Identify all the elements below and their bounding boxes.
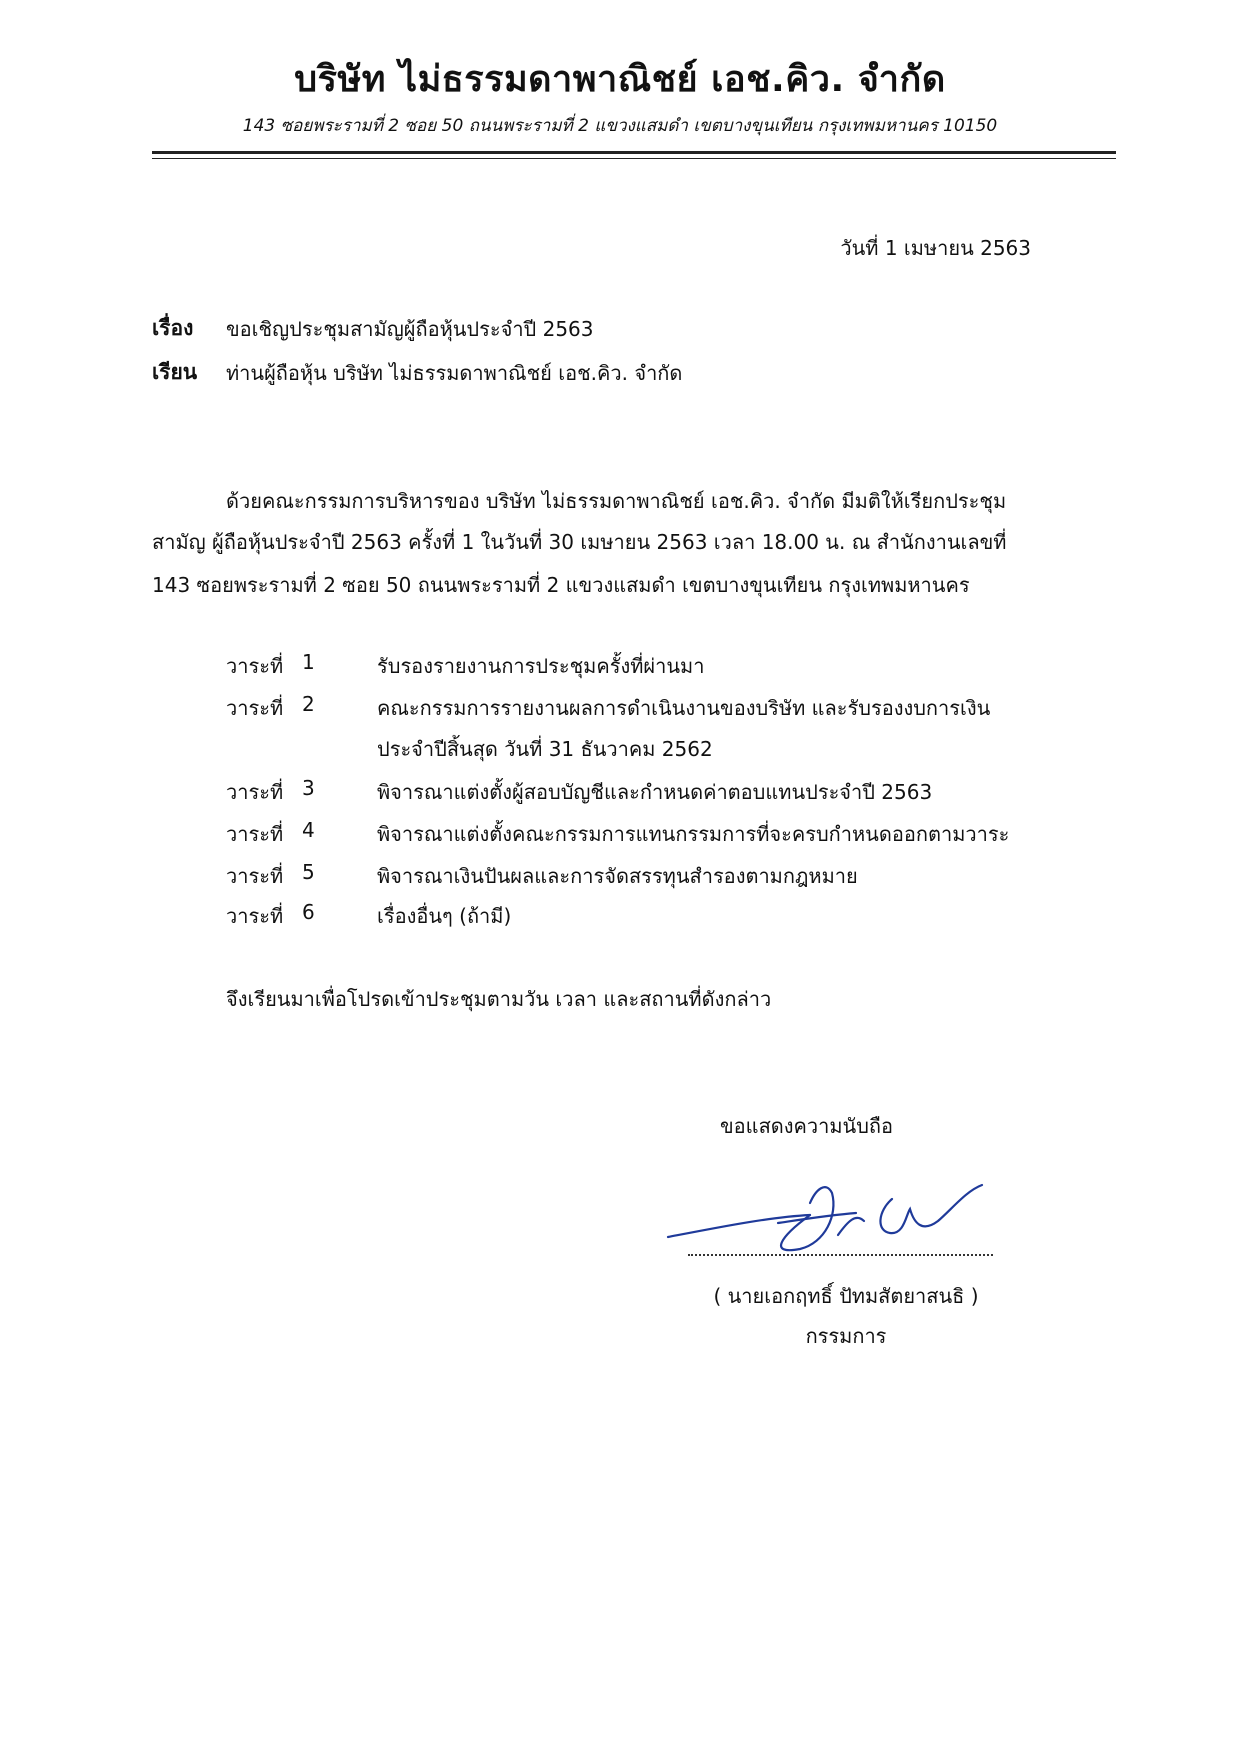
agenda-text: พิจารณาแต่งตั้งผู้สอบบัญชีและกำหนดค่าตอบแทนประจำปี 2563 xyxy=(377,780,933,804)
agenda-text: พิจารณาแต่งตั้งคณะกรรมการแทนกรรมการที่จะครบกำหนดออกตามวาระ xyxy=(377,822,1010,846)
closing-sentence: จึงเรียนมาเพื่อโปรดเข้าประชุมตามวัน เวลา และสถานที่ดังกล่าว xyxy=(226,987,772,1011)
signer-title: กรรมการ xyxy=(805,1324,887,1348)
agenda-label: วาระที่ xyxy=(226,696,284,720)
agenda-number: 4 xyxy=(302,818,315,842)
agenda-number: 1 xyxy=(302,650,315,674)
agenda-text: พิจารณาเงินปันผลและการจัดสรรทุนสำรองตามกฎหมาย xyxy=(377,864,858,888)
recipient-label: เรียน xyxy=(152,360,198,384)
subject-label: เรื่อง xyxy=(152,316,194,340)
agenda-text: คณะกรรมการรายงานผลการดำเนินงานของบริษัท และรับรองงบการเงิน xyxy=(377,696,991,720)
agenda-label: วาระที่ xyxy=(226,904,284,928)
agenda-label: วาระที่ xyxy=(226,780,284,804)
header-divider-thick xyxy=(152,151,1116,154)
signature-image xyxy=(660,1175,1010,1255)
agenda-text: เรื่องอื่นๆ (ถ้ามี) xyxy=(377,904,512,928)
agenda-number: 6 xyxy=(302,900,315,924)
agenda-number: 3 xyxy=(302,776,315,800)
agenda-label: วาระที่ xyxy=(226,654,284,678)
agenda-label: วาระที่ xyxy=(226,864,284,888)
company-address: 143 ซอยพระรามที่ 2 ซอย 50 ถนนพระรามที่ 2 แขวงแสมดำ เขตบางขุนเทียน กรุงเทพมหานคร 10150 xyxy=(242,116,998,136)
agenda-label: วาระที่ xyxy=(226,822,284,846)
subject-value: ขอเชิญประชุมสามัญผู้ถือหุ้นประจำปี 2563 xyxy=(226,317,594,341)
header-divider-thin xyxy=(152,158,1116,159)
company-name: บริษัท ไม่ธรรมดาพาณิชย์ เอช.คิว. จำกัด xyxy=(294,59,946,100)
agenda-text: รับรองรายงานการประชุมครั้งที่ผ่านมา xyxy=(377,654,705,678)
signer-name: ( นายเอกฤทธิ์ ปัทมสัตยาสนธิ ) xyxy=(713,1284,979,1308)
recipient-value: ท่านผู้ถือหุ้น บริษัท ไม่ธรรมดาพาณิชย์ เอช.คิว. จำกัด xyxy=(226,361,683,385)
body-paragraph-line: สามัญ ผู้ถือหุ้นประจำปี 2563 ครั้งที่ 1 ในวันที่ 30 เมษายน 2563 เวลา 18.00 น. ณ สำนักงานเลขที่ xyxy=(152,530,1007,554)
signature-line xyxy=(688,1254,993,1256)
agenda-number: 2 xyxy=(302,692,315,716)
agenda-number: 5 xyxy=(302,860,315,884)
agenda-text-continued: ประจำปีสิ้นสุด วันที่ 31 ธันวาคม 2562 xyxy=(377,737,713,761)
letter-date: วันที่ 1 เมษายน 2563 xyxy=(840,236,1031,260)
regards-text: ขอแสดงความนับถือ xyxy=(720,1114,894,1138)
body-paragraph-line: ด้วยคณะกรรมการบริหารของ บริษัท ไม่ธรรมดาพาณิชย์ เอช.คิว. จำกัด มีมติให้เรียกประชุม xyxy=(226,489,1007,513)
body-paragraph-line: 143 ซอยพระรามที่ 2 ซอย 50 ถนนพระรามที่ 2 แขวงแสมดำ เขตบางขุนเทียน กรุงเทพมหานคร xyxy=(152,573,970,597)
